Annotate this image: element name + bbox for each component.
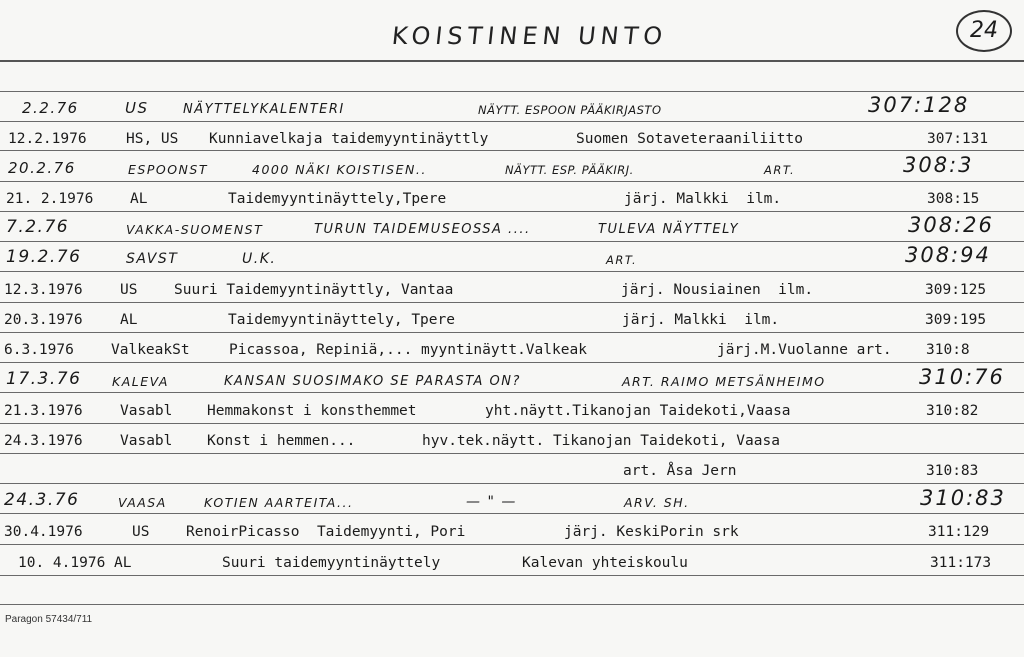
entry-description-2: järj.M.Vuolanne art. bbox=[717, 342, 892, 358]
entry-description: Taidemyyntinäyttely,Tpere bbox=[228, 191, 447, 207]
entry-note: ARV. SH. bbox=[624, 495, 690, 510]
card-title: KOISTINEN UNTO bbox=[390, 22, 669, 50]
entry-reference: 307:128 bbox=[868, 93, 970, 117]
entry-reference: 310:82 bbox=[926, 403, 979, 419]
entry-description-2: hyv.tek.näytt. Tikanojan Taidekoti, Vaasa bbox=[422, 433, 780, 449]
entry-description: 4000 NÄKI KOISTISEN.. bbox=[252, 162, 427, 177]
entry-date: 7.2.76 bbox=[6, 217, 70, 237]
entry-row bbox=[0, 241, 1024, 271]
entry-description: Taidemyyntinäyttely, Tpere bbox=[228, 312, 455, 328]
entry-row bbox=[0, 302, 1024, 332]
entry-reference: 308:94 bbox=[905, 243, 991, 267]
entry-description-2: NÄYTT. ESPOON PÄÄKIRJASTO bbox=[478, 103, 662, 117]
entry-date: 10. 4.1976 AL bbox=[18, 555, 132, 571]
entry-description-2: järj. KeskiPorin srk bbox=[564, 524, 739, 540]
entry-row bbox=[0, 545, 1024, 575]
entry-description: TURUN TAIDEMUSEOSSA .... bbox=[314, 222, 531, 237]
entry-source: US bbox=[125, 99, 149, 117]
entry-date: 20.3.1976 bbox=[4, 312, 83, 328]
entry-row bbox=[0, 272, 1024, 302]
entry-source: ESPOONST bbox=[128, 162, 208, 177]
entry-reference: 307:131 bbox=[927, 131, 989, 147]
entry-reference: 310:83 bbox=[920, 486, 1006, 510]
entry-reference: 309:125 bbox=[925, 282, 987, 298]
entry-reference: 308:26 bbox=[908, 213, 994, 237]
entry-description-2: ART. RAIMO METSÄNHEIMO bbox=[622, 374, 826, 389]
entry-row bbox=[0, 121, 1024, 151]
ruled-line bbox=[0, 575, 1024, 576]
entry-description-2: TULEVA NÄYTTELY bbox=[598, 222, 740, 237]
entry-source: VAASA bbox=[118, 495, 167, 510]
entry-description: Suuri taidemyyntinäyttely bbox=[222, 555, 441, 571]
entry-description-2: järj. Nousiainen ilm. bbox=[621, 282, 814, 298]
entry-description: Picassoa, Repiniä,... myyntinäytt.Valkeak bbox=[229, 342, 587, 358]
header-rule bbox=[0, 60, 1024, 62]
entry-reference: 309:195 bbox=[925, 312, 987, 328]
entry-source: Vasabl bbox=[120, 433, 173, 449]
entry-row bbox=[0, 151, 1024, 181]
entry-description: KANSAN SUOSIMAKO SE PARASTA ON? bbox=[224, 374, 521, 389]
entry-description-2: art. Åsa Jern bbox=[623, 463, 737, 479]
entry-reference: 310:76 bbox=[919, 365, 1005, 389]
entry-reference: 310:83 bbox=[926, 463, 979, 479]
entry-reference: 311:173 bbox=[930, 555, 992, 571]
entry-row bbox=[0, 332, 1024, 362]
entry-row bbox=[0, 393, 1024, 423]
entry-reference: 311:129 bbox=[928, 524, 990, 540]
entry-description: KOTIEN AARTEITA... bbox=[204, 495, 354, 510]
entry-row bbox=[0, 91, 1024, 121]
printer-imprint: Paragon 57434/711 bbox=[5, 614, 93, 625]
ruled-line bbox=[0, 604, 1024, 605]
entry-description-2: yht.näytt.Tikanojan Taidekoti,Vaasa bbox=[485, 403, 791, 419]
entry-description: NÄYTTELYKALENTERI bbox=[183, 102, 345, 117]
entry-row bbox=[0, 423, 1024, 453]
entry-description-2: Suomen Sotaveteraaniliitto bbox=[576, 131, 803, 147]
entry-description: Hemmakonst i konsthemmet bbox=[207, 403, 417, 419]
entry-note: ART. bbox=[764, 163, 796, 177]
entry-row bbox=[0, 363, 1024, 393]
entry-reference: 308:3 bbox=[903, 153, 974, 177]
entry-description-2: järj. Malkki ilm. bbox=[622, 312, 780, 328]
entry-date: 12.2.1976 bbox=[8, 131, 87, 147]
entry-date: 24.3.76 bbox=[4, 490, 80, 510]
entry-source: HS, US bbox=[126, 131, 179, 147]
entry-date: 2.2.76 bbox=[22, 99, 79, 117]
entry-description-2: Kalevan yhteiskoulu bbox=[522, 555, 688, 571]
entry-description-2: NÄYTT. ESP. PÄÄKIRJ. bbox=[505, 163, 634, 177]
entry-date: 21.3.1976 bbox=[4, 403, 83, 419]
entry-source: SAVST bbox=[126, 251, 179, 267]
entry-row bbox=[0, 484, 1024, 514]
entry-description: RenoirPicasso Taidemyynti, Pori bbox=[186, 524, 466, 540]
entry-description: U.K. bbox=[242, 251, 277, 267]
entry-source: VAKKA-SUOMENST bbox=[126, 222, 264, 237]
entry-description: Kunniavelkaja taidemyyntinäyttly bbox=[209, 131, 489, 147]
entry-description-2: ART. bbox=[606, 253, 638, 267]
entry-reference: 308:15 bbox=[927, 191, 980, 207]
entry-description-2: — " — bbox=[466, 494, 517, 510]
entry-date: 20.2.76 bbox=[8, 159, 76, 177]
entry-source: AL bbox=[120, 312, 138, 328]
entry-reference: 310:8 bbox=[926, 342, 970, 358]
entry-source: ValkeakSt bbox=[111, 342, 190, 358]
entry-row bbox=[0, 181, 1024, 211]
entry-description: Konst i hemmen... bbox=[207, 433, 356, 449]
entry-source: AL bbox=[130, 191, 148, 207]
entry-date: 30.4.1976 bbox=[4, 524, 83, 540]
card-number: 24 bbox=[956, 10, 1012, 52]
entry-date: 24.3.1976 bbox=[4, 433, 83, 449]
entry-row bbox=[0, 514, 1024, 544]
entry-description: Suuri Taidemyyntinäyttly, Vantaa bbox=[174, 282, 454, 298]
entry-date: 17.3.76 bbox=[6, 369, 82, 389]
entry-date: 12.3.1976 bbox=[4, 282, 83, 298]
entry-row bbox=[0, 453, 1024, 483]
entry-date: 19.2.76 bbox=[6, 247, 82, 267]
entry-row bbox=[0, 211, 1024, 241]
entry-date: 21. 2.1976 bbox=[6, 191, 94, 207]
entry-date: 6.3.1976 bbox=[4, 342, 74, 358]
entry-description-2: järj. Malkki ilm. bbox=[624, 191, 782, 207]
entry-source: US bbox=[132, 524, 150, 540]
entry-source: US bbox=[120, 282, 138, 298]
entry-source: KALEVA bbox=[112, 374, 169, 389]
entry-source: Vasabl bbox=[120, 403, 173, 419]
